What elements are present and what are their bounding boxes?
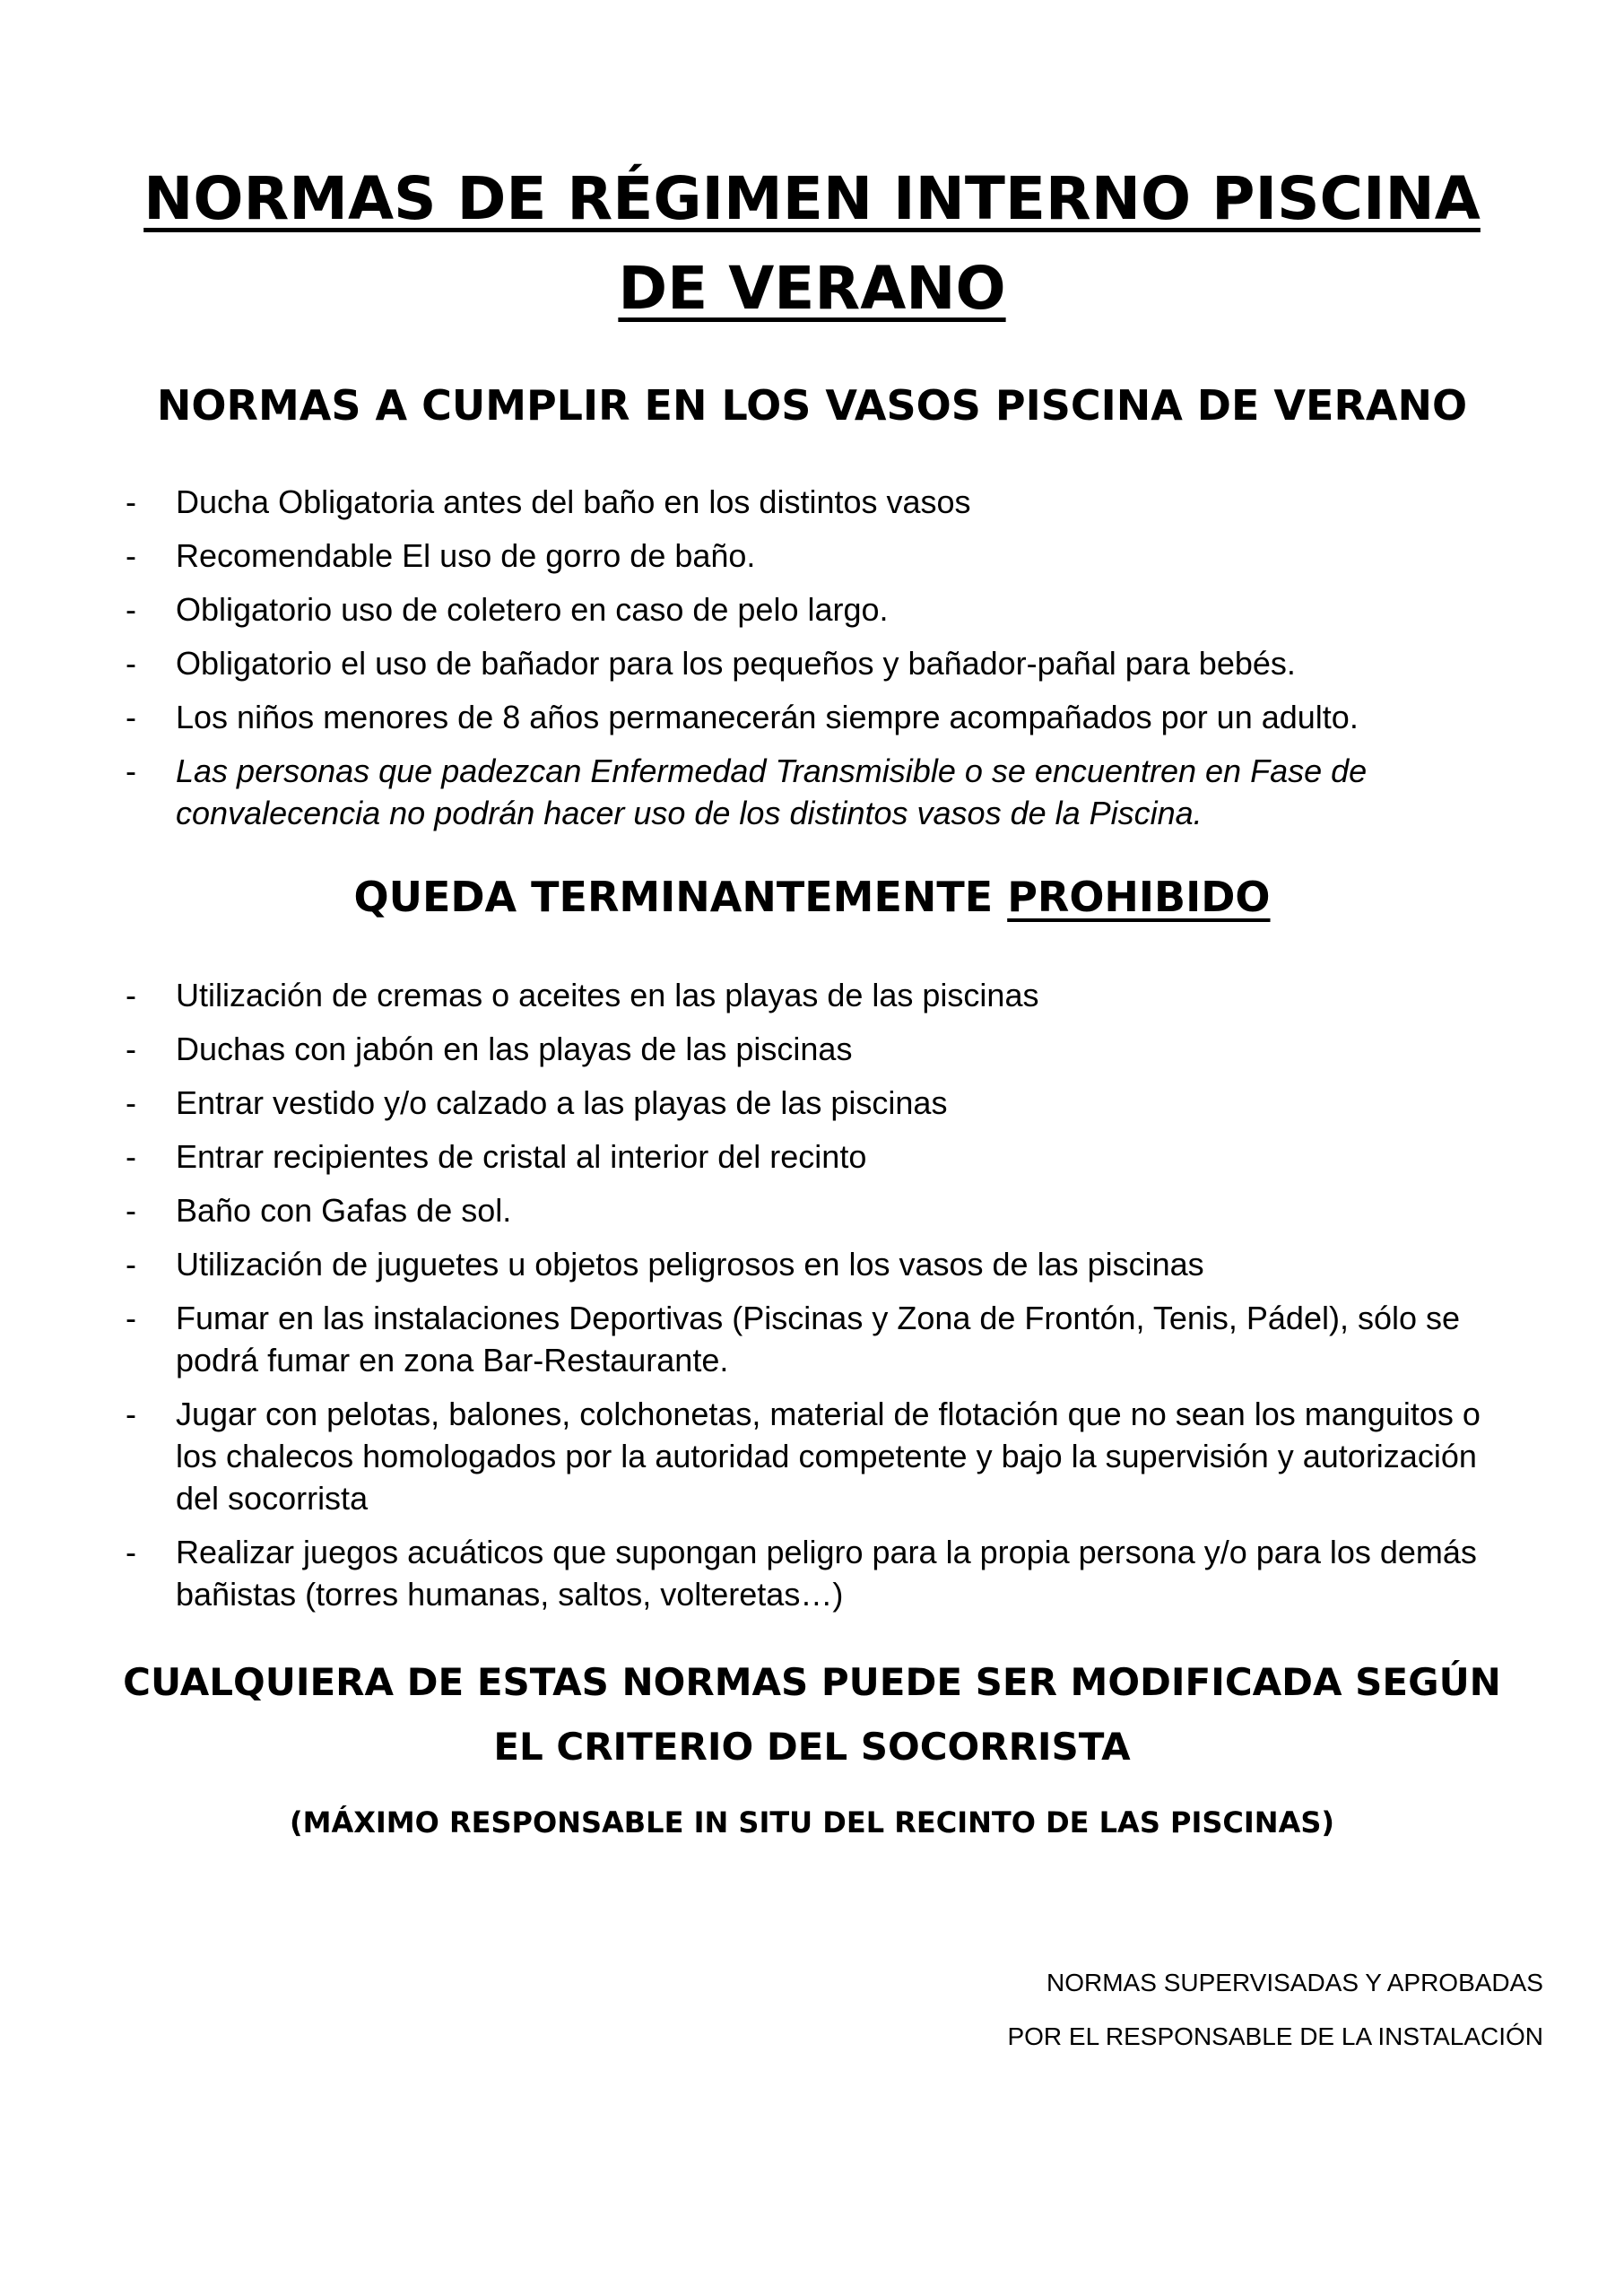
list-dash: - <box>126 1246 136 1283</box>
list-dash: - <box>126 1192 136 1229</box>
section-rules-heading: NORMAS A CUMPLIR EN LOS VASOS PISCINA DE VERANO <box>156 381 1468 430</box>
list-item <box>126 1189 1524 1231</box>
list-item <box>126 696 1524 738</box>
list-item-text: Los niños menores de 8 años permanecerán siempre acompañados por un adulto. <box>176 699 1359 735</box>
list-item-text: Realizar juegos acuáticos que supongan peligro para la propia persona y/o para los demás bañistas (torres humanas, saltos, volteretas…) <box>176 1534 1477 1613</box>
list-dash: - <box>126 699 136 735</box>
list-dash: - <box>126 1300 136 1336</box>
list-item-text: Utilización de cremas o aceites en las playas de las piscinas <box>176 977 1039 1013</box>
list-dash: - <box>126 1396 136 1432</box>
section-prohibited-heading <box>90 870 1534 924</box>
list-item-text: Baño con Gafas de sol. <box>176 1192 512 1229</box>
list-item <box>126 1531 1524 1615</box>
list-item <box>126 1393 1524 1519</box>
list-item <box>126 1028 1524 1070</box>
list-dash: - <box>126 1534 136 1570</box>
list-item <box>126 750 1524 834</box>
list-item <box>126 535 1524 577</box>
list-item <box>126 1082 1524 1124</box>
list-item-text: Entrar vestido y/o calzado a las playas de las piscinas <box>176 1084 948 1121</box>
list-dash: - <box>126 483 136 520</box>
prohibited-heading-emphasis: PROHIBIDO <box>1007 873 1271 921</box>
list-item-text: Entrar recipientes de cristal al interior del recinto <box>176 1138 867 1175</box>
modification-notice-line-1: CUALQUIERA DE ESTAS NORMAS PUEDE SER MODIFICADA SEGÚN <box>123 1660 1501 1704</box>
list-item <box>126 974 1524 1016</box>
title-line-2: DE VERANO <box>618 254 1006 323</box>
list-item-text: Obligatorio uso de coletero en caso de pelo largo. <box>176 591 889 628</box>
title-line-1: NORMAS DE RÉGIMEN INTERNO PISCINA <box>143 164 1481 233</box>
list-item <box>126 481 1524 523</box>
signature-line-1: NORMAS SUPERVISADAS Y APROBADAS <box>1046 1969 1543 1996</box>
modification-notice <box>90 1650 1534 1779</box>
prohibited-heading-prefix: QUEDA TERMINANTEMENTE <box>353 873 1008 921</box>
list-dash: - <box>126 1138 136 1175</box>
list-dash: - <box>126 1031 136 1067</box>
list-item-text: Obligatorio el uso de bañador para los pequeños y bañador-pañal para bebés. <box>176 645 1296 682</box>
list-item-text: Jugar con pelotas, balones, colchonetas, material de flotación que no sean los manguitos o los chalecos homologados por la autoridad competente y bajo la supervisión y autorización del socorrista <box>176 1396 1481 1517</box>
list-item-text: Recomendable El uso de gorro de baño. <box>176 537 756 574</box>
list-item <box>126 588 1524 631</box>
list-item-text: Duchas con jabón en las playas de las piscinas <box>176 1031 853 1067</box>
list-item <box>126 1135 1524 1178</box>
modification-notice-line-2: EL CRITERIO DEL SOCORRISTA <box>493 1725 1131 1769</box>
list-item <box>126 1243 1524 1285</box>
list-dash: - <box>126 977 136 1013</box>
list-item <box>126 1297 1524 1381</box>
list-dash: - <box>126 752 136 789</box>
signature-line-2: POR EL RESPONSABLE DE LA INSTALACIÓN <box>1007 2022 1543 2050</box>
responsibility-note: (MÁXIMO RESPONSABLE IN SITU DEL RECINTO DE LAS PISCINAS) <box>289 1805 1335 1839</box>
list-item-text: Las personas que padezcan Enfermedad Transmisible o se encuentren en Fase de convalecencia no podrán hacer uso de los distintos vasos de la Piscina. <box>176 752 1368 831</box>
document-title <box>90 154 1534 334</box>
list-item-text: Utilización de juguetes u objetos peligrosos en los vasos de las piscinas <box>176 1246 1204 1283</box>
list-item-text: Fumar en las instalaciones Deportivas (Piscinas y Zona de Frontón, Tenis, Pádel), sólo se podrá fumar en zona Bar-Restaurante. <box>176 1300 1461 1378</box>
list-item <box>126 642 1524 684</box>
list-dash: - <box>126 1084 136 1121</box>
rules-list <box>126 481 1524 846</box>
list-item-text: Ducha Obligatoria antes del baño en los distintos vasos <box>176 483 971 520</box>
prohibited-list <box>126 974 1524 1627</box>
list-dash: - <box>126 591 136 628</box>
list-dash: - <box>126 645 136 682</box>
list-dash: - <box>126 537 136 574</box>
